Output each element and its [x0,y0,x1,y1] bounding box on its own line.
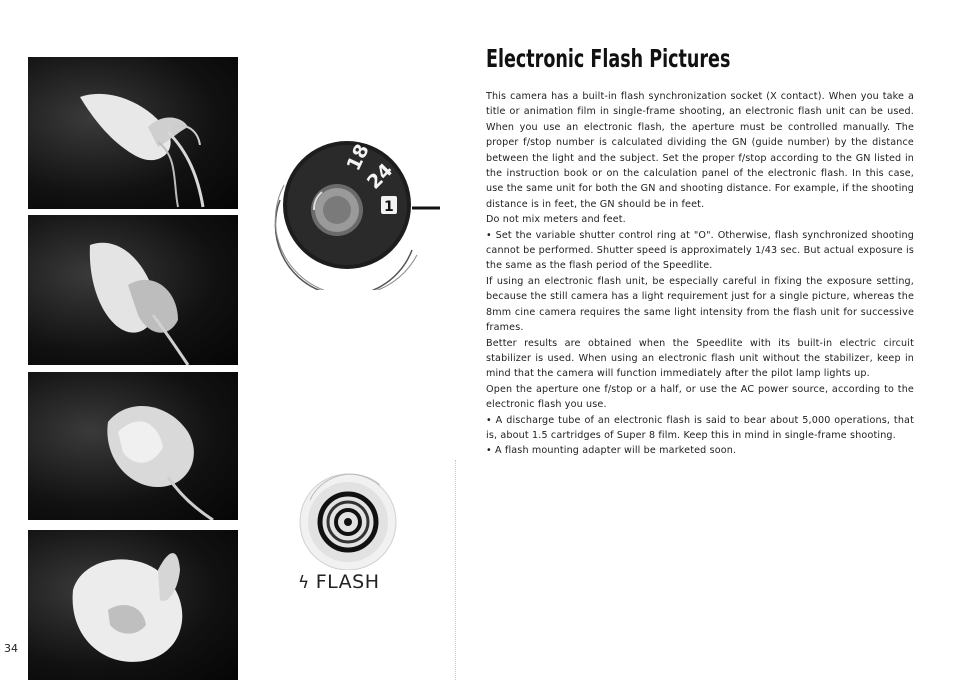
page-title: Electronic Flash Pictures [486,44,731,73]
flash-socket-illustration [290,470,410,570]
paragraph-3: • Set the variable shutter control ring at "O". Otherwise, flash synchronized shooting cannot be performed. Shutter speed is approximately 1/43 sec. But actual exposure is the same as the flash period of the Speedlite. [486,229,914,272]
page-fold-line [455,460,456,680]
flash-label-text: FLASH [315,571,380,593]
dial-selected-setting: 1 [384,199,394,215]
flash-socket-label [298,571,380,593]
flower-photo-3 [28,372,238,520]
paragraph-7: • A discharge tube of an electronic flash is said to bear about 5,000 operations, that is, about 1.5 cartridges of Super 8 film. Keep this in mind in single-frame shooting. [486,414,914,441]
dial-number-24: 24 [362,159,398,194]
shutter-control-dial-illustration [262,130,452,290]
paragraph-5: Better results are obtained when the Speedlite with its built-in electric circuit stabilizer is used. When using an electronic flash unit without the stabilizer, keep in mind that the camera will function immediately after the pilot lamp lights up. [486,337,914,380]
paragraph-8: • A flash mounting adapter will be marketed soon. [486,445,737,457]
paragraph-4: If using an electronic flash unit, be especially careful in fixing the exposure setting, because the still camera has a light requirement just for a single picture, whereas the 8mm cine camera requires the same light intensity from the flash unit for successive frames. [486,275,914,334]
paragraph-1: This camera has a built-in flash synchronization socket (X contact). When you take a title or animation film in single-frame shooting, an electronic flash unit can be used. When you use an electronic flash, the aperture must be controlled manually. The proper f/stop number is calculated dividing the GN (guide number) by the distance between the light and the subject. Set the proper f/stop according to the GN listed in the instruction book or on the calculation panel of the electronic flash. In this case, use the same unit for both the GN and shooting distance. For example, if the shooting distance is in feet, the GN should be in feet. [486,91,914,210]
paragraph-6: Open the aperture one f/stop or a half, or use the AC power source, according to the electronic flash you use. [486,383,914,411]
flower-photo-2 [28,215,238,365]
dial-number-18: 18 [342,140,374,175]
lightning-bolt-icon: ϟ [298,573,310,593]
body-text [486,89,914,459]
page-number: 34 [4,642,18,655]
paragraph-2: Do not mix meters and feet. [486,214,626,226]
flower-photo-1 [28,57,238,209]
flower-photo-4 [28,530,238,680]
